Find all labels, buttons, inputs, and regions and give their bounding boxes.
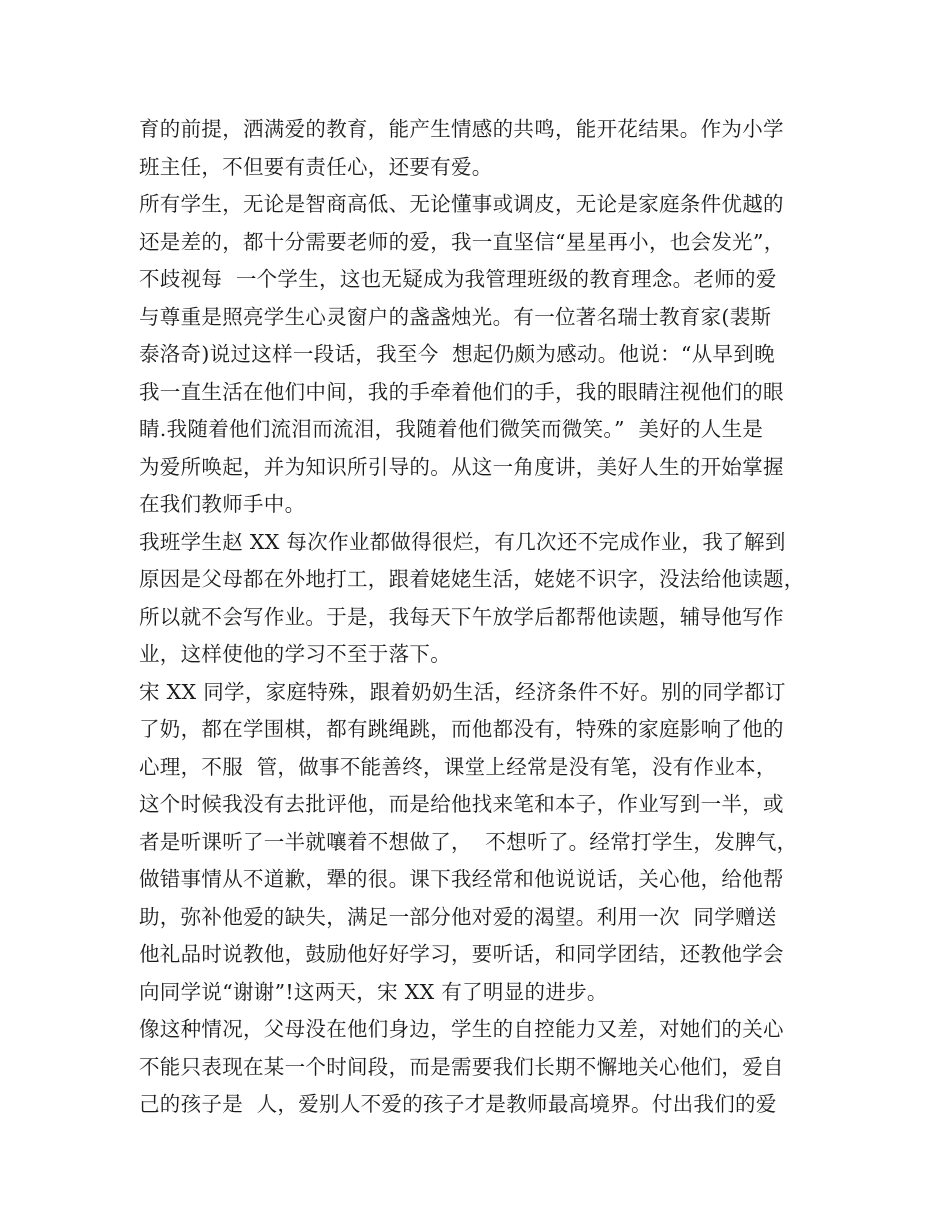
text-line: 他礼品时说教他，鼓励他好好学习，要听话，和同学团结，还教他学会 bbox=[139, 942, 784, 966]
text-line: 做错事情从不道歉，犟的很。课下我经常和他说说话，关心他，给他帮 bbox=[139, 867, 784, 891]
text-line: 业，这样使他的学习不至于落下。 bbox=[139, 642, 451, 666]
text-line: 宋 XX 同学，家庭特殊，跟着奶奶生活，经济条件不好。别的同学都订 bbox=[139, 679, 786, 704]
text-line: 者是听课听了一半就嚷着不想做了， 不想听了。经常打学生，发脾气， bbox=[139, 829, 798, 854]
body-text bbox=[139, 111, 829, 1124]
text-line: 在我们教师手中。 bbox=[139, 492, 306, 516]
text-line: 睛.我随着他们流泪而流泪，我随着他们微笑而微笑。” 美好的人生是 bbox=[139, 417, 764, 441]
text-line: 所以就不会写作业。于是，我每天下午放学后都帮他读题，辅导他写作 bbox=[139, 604, 784, 629]
text-line: 我一直生活在他们中间，我的手牵着他们的手，我的眼睛注视他们的眼 bbox=[139, 379, 784, 404]
text-line: 还是差的，都十分需要老师的爱，我一直坚信“星星再小，也会发光”， bbox=[139, 229, 785, 254]
text-line: 育的前提，洒满爱的教育，能产生情感的共鸣，能开花结果。作为小学 bbox=[139, 117, 784, 141]
text-line: 像这种情况，父母没在他们身边，学生的自控能力又差，对她们的关心 bbox=[139, 1017, 784, 1041]
text-line: 这个时候我没有去批评他，而是给他找来笔和本子，作业写到一半，或 bbox=[139, 792, 784, 816]
text-line: 助，弥补他爱的缺失，满足一部分他对爱的渴望。利用一次 同学赠送 bbox=[139, 904, 777, 929]
text-line: 己的孩子是 人，爱别人不爱的孩子才是教师最高境界。付出我们的爱 bbox=[139, 1092, 777, 1116]
text-line: 泰洛奇)说过这样一段话，我至今 想起仍颇为感动。他说：“从早到晚 bbox=[139, 342, 775, 366]
text-line: 向同学说“谢谢”!这两天，宋 XX 有了明显的进步。 bbox=[139, 979, 608, 1004]
text-line: 不能只表现在某一个时间段，而是需要我们长期不懈地关心他们，爱自 bbox=[139, 1054, 784, 1079]
text-line: 我班学生赵 XX 每次作业都做得很烂，有几次还不完成作业，我了解到 bbox=[139, 529, 786, 554]
text-line: 班主任，不但要有责任心，还要有爱。 bbox=[139, 154, 493, 179]
text-line: 与尊重是照亮学生心灵窗户的盏盏烛光。有一位著名瑞士教育家(裴斯 bbox=[139, 304, 772, 329]
text-line: 所有学生，无论是智商高低、无论懂事或调皮，无论是家庭条件优越的 bbox=[139, 192, 784, 216]
text-line: 心理，不服 管，做事不能善终，课堂上经常是没有笔，没有作业本， bbox=[139, 754, 777, 779]
text-line: 原因是父母都在外地打工，跟着姥姥生活，姥姥不识字，没法给他读题， bbox=[139, 567, 805, 591]
text-line: 了奶，都在学围棋，都有跳绳跳，而他都没有，特殊的家庭影响了他的 bbox=[139, 717, 784, 741]
text-line: 为爱所唤起，并为知识所引导的。从这一角度讲，美好人生的开始掌握 bbox=[139, 454, 784, 479]
text-line: 不歧视每 一个学生，这也无疑成为我管理班级的教育理念。老师的爱 bbox=[139, 267, 777, 291]
